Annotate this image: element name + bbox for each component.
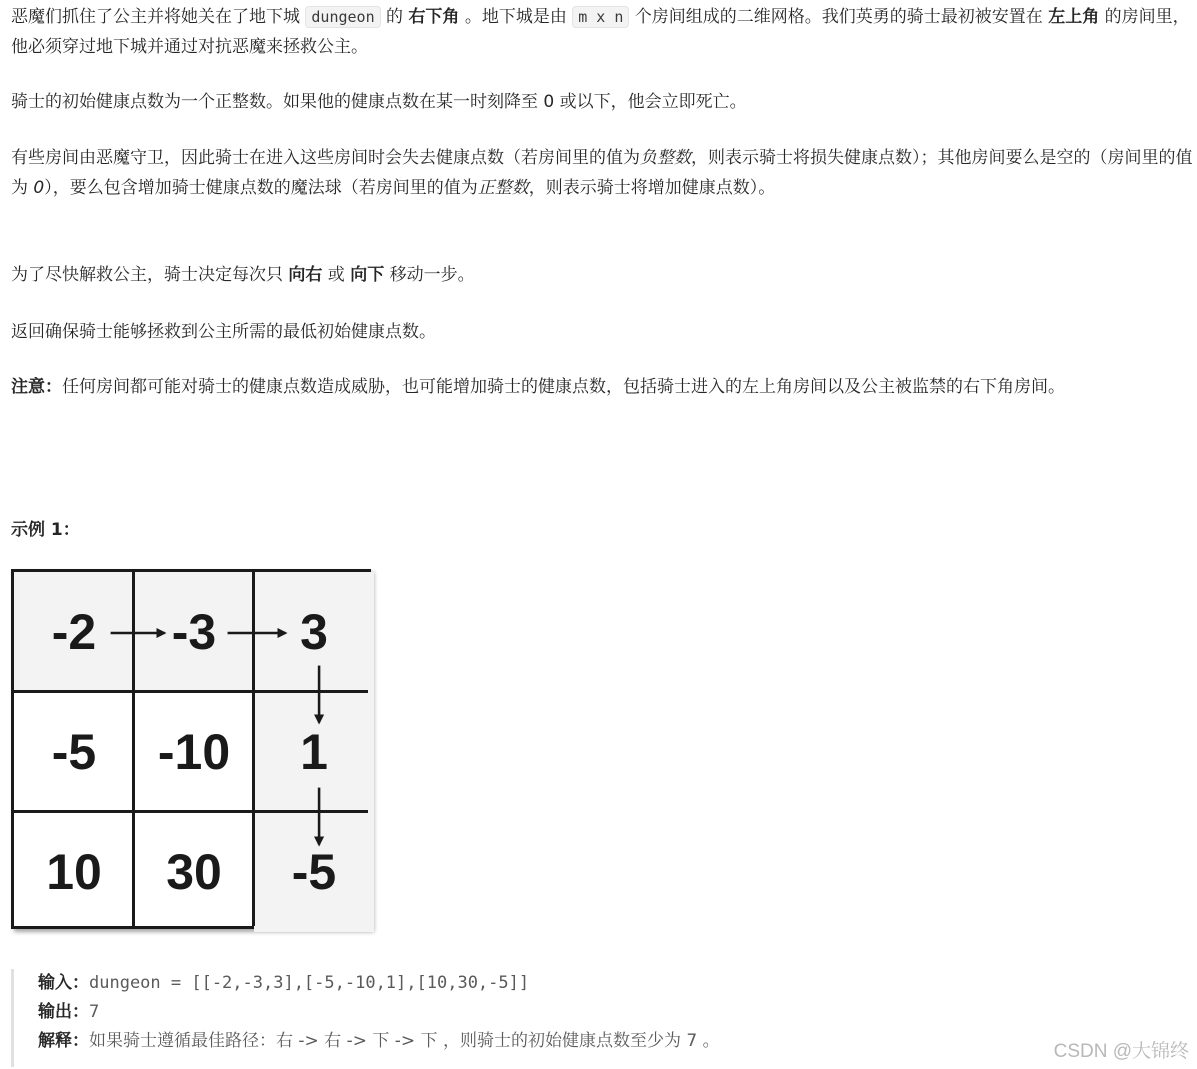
dungeon-grid <box>11 569 371 929</box>
paragraph-movement <box>11 260 1197 290</box>
input-value: dungeon = [[-2,-3,3],[-5,-10,1],[10,30,-5]] <box>89 973 530 993</box>
italic-positive: 正整数 <box>477 178 529 198</box>
text-span: ，则表示骑士将增加健康点数）。 <box>528 178 776 198</box>
grid-cell-1-1: -10 <box>157 724 231 780</box>
paragraph-health: 骑士的初始健康点数为一个正整数。如果他的健康点数在某一时刻降至 0 或以下，他会立即死亡。 <box>11 92 747 112</box>
text-span: 移动一步。 <box>384 265 475 285</box>
explain-label: 解释： <box>38 1031 89 1051</box>
output-value: 7 <box>89 1002 100 1022</box>
italic-zero: 0 <box>33 178 45 198</box>
example-heading <box>11 515 1197 545</box>
example-block <box>11 969 1197 1067</box>
grid-line-horizontal-1 <box>14 690 368 693</box>
paragraph-rooms <box>11 143 1197 203</box>
text-span: 为了尽快解救公主，骑士决定每次只 <box>11 265 289 285</box>
text-span: 任何房间都可能对骑士的健康点数造成威胁，也可能增加骑士的健康点数，包括骑士进入的左上角房间以及公主被监禁的右下角房间。 <box>62 377 1065 397</box>
grid-line-vertical-1 <box>132 572 135 926</box>
text-span: 的房间里，他必须穿过地下城并通过对抗恶魔来拯救公主。 <box>11 7 1190 57</box>
italic-negative: 负整数 <box>640 148 691 168</box>
text-span: ），要么包含增加骑士健康点数的魔法球（若房间里的值为 <box>44 178 478 198</box>
example-input-line <box>38 969 1197 998</box>
code-dungeon: dungeon <box>305 6 380 28</box>
paragraph-note <box>11 372 1197 402</box>
text-span: 个房间组成的二维网格。我们英勇的骑士最初被安置在 <box>629 7 1049 27</box>
text-span: 恶魔们抓住了公主并将她关在了地下城 <box>11 7 306 27</box>
grid-cell-0-1: -3 <box>134 572 254 692</box>
example-explain-line <box>38 1027 1197 1056</box>
bold-down: 向下 <box>350 265 385 285</box>
grid-cell-2-1: 30 <box>166 844 222 900</box>
note-label: 注意： <box>11 377 62 397</box>
explain-value: 如果骑士遵循最佳路径：右 -> 右 -> 下 -> 下 ，则骑士的初始健康点数至少为 7 。 <box>89 1031 720 1051</box>
paragraph-intro <box>11 2 1197 62</box>
grid-cell-2-2: -5 <box>254 812 374 932</box>
bold-bottom-right: 右下角 <box>408 7 460 27</box>
text-span: 的 <box>380 7 409 27</box>
grid-line-horizontal-2 <box>14 810 368 813</box>
grid-cell-1-0: -5 <box>51 724 97 780</box>
text-span: 。地下城是由 <box>459 7 573 27</box>
grid-cell-0-0: -2 <box>14 572 134 692</box>
grid-cell-0-2: 3 <box>254 572 374 692</box>
example-heading-text: 示例 1： <box>11 520 80 540</box>
text-span: 或 <box>322 265 351 285</box>
example-output-line <box>38 998 1197 1027</box>
bold-right: 向右 <box>288 265 323 285</box>
grid-cell-2-0: 10 <box>46 844 102 900</box>
text-span: 有些房间由恶魔守卫，因此骑士在进入这些房间时会失去健康点数（若房间里的值为 <box>11 148 640 168</box>
paragraph-return: 返回确保骑士能够拯救到公主所需的最低初始健康点数。 <box>11 322 436 342</box>
grid-cell-1-2: 1 <box>254 692 374 812</box>
input-label: 输入： <box>38 973 89 993</box>
bold-top-left: 左上角 <box>1048 7 1100 27</box>
csdn-watermark: CSDN @大锦终 <box>1053 1041 1189 1062</box>
grid-line-vertical-2 <box>252 572 255 926</box>
text-span: ，则表示骑士将损失健康点数）；其他房间要么是空的（房间里的值为 <box>11 148 1193 198</box>
output-label: 输出： <box>38 1002 89 1022</box>
dungeon-grid-figure <box>11 569 377 935</box>
code-m-x-n: m x n <box>572 6 629 28</box>
